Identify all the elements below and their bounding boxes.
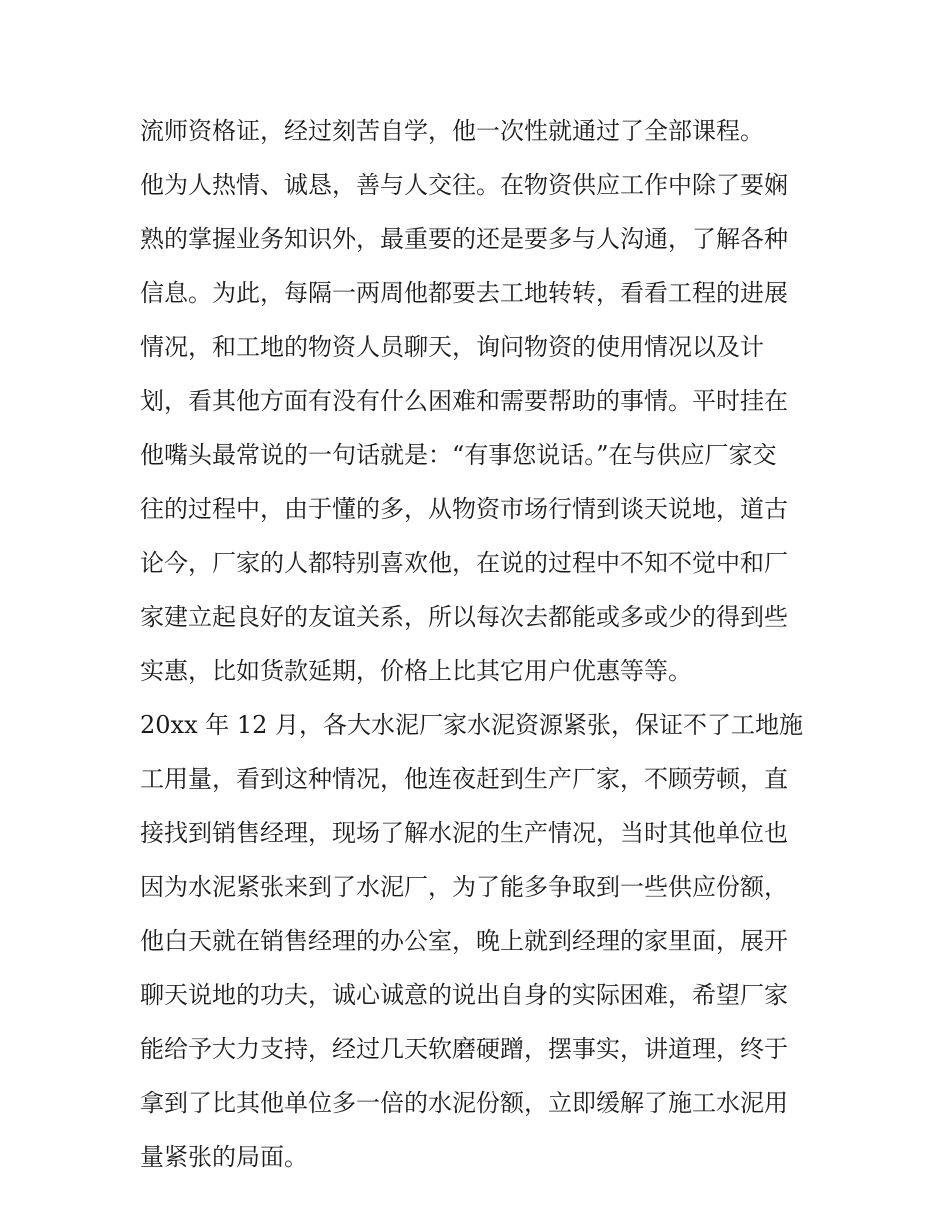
text-line: 他白天就在销售经理的办公室，晚上就到经理的家里面，展开 (140, 927, 788, 955)
text-line: 家建立起良好的友谊关系，所以每次去都能或多或少的得到些 (140, 603, 788, 631)
text-line: 拿到了比其他单位多一倍的水泥份额，立即缓解了施工水泥用 (140, 1089, 788, 1117)
text-line: 流师资格证，经过刻苦自学，他一次性就通过了全部课程。 (140, 117, 764, 145)
text-line: 情况，和工地的物资人员聊天，询问物资的使用情况以及计 (140, 333, 764, 361)
text-line: 因为水泥紧张来到了水泥厂，为了能多争取到一些供应份额， (140, 873, 788, 901)
text-line: 实惠，比如货款延期，价格上比其它用户优惠等等。 (140, 657, 692, 685)
text-line: 划，看其他方面有没有什么困难和需要帮助的事情。平时挂在 (140, 387, 788, 415)
text-line: 信息。为此，每隔一两周他都要去工地转转，看看工程的进展 (140, 279, 788, 307)
text-line: 往的过程中，由于懂的多，从物资市场行情到谈天说地，道古 (140, 495, 788, 523)
text-line: 工用量，看到这种情况，他连夜赶到生产厂家，不顾劳顿，直 (140, 765, 788, 793)
text-line: 熟的掌握业务知识外，最重要的还是要多与人沟通，了解各种 (140, 225, 788, 253)
text-line: 20xx 年 12 月，各大水泥厂家水泥资源紧张，保证不了工地施 (140, 711, 804, 739)
document-body (140, 104, 812, 1184)
text-line: 接找到销售经理，现场了解水泥的生产情况，当时其他单位也 (140, 819, 788, 847)
text-line: 他为人热情、诚恳，善与人交往。在物资供应工作中除了要娴 (140, 171, 788, 199)
text-line: 能给予大力支持，经过几天软磨硬蹭，摆事实，讲道理，终于 (140, 1035, 788, 1063)
text-line: 聊天说地的功夫，诚心诚意的说出自身的实际困难，希望厂家 (140, 981, 788, 1009)
text-line: 论今，厂家的人都特别喜欢他，在说的过程中不知不觉中和厂 (140, 549, 788, 577)
text-line: 他嘴头最常说的一句话就是：“有事您说话。”在与供应厂家交 (140, 441, 777, 469)
text-line: 量紧张的局面。 (140, 1143, 308, 1171)
